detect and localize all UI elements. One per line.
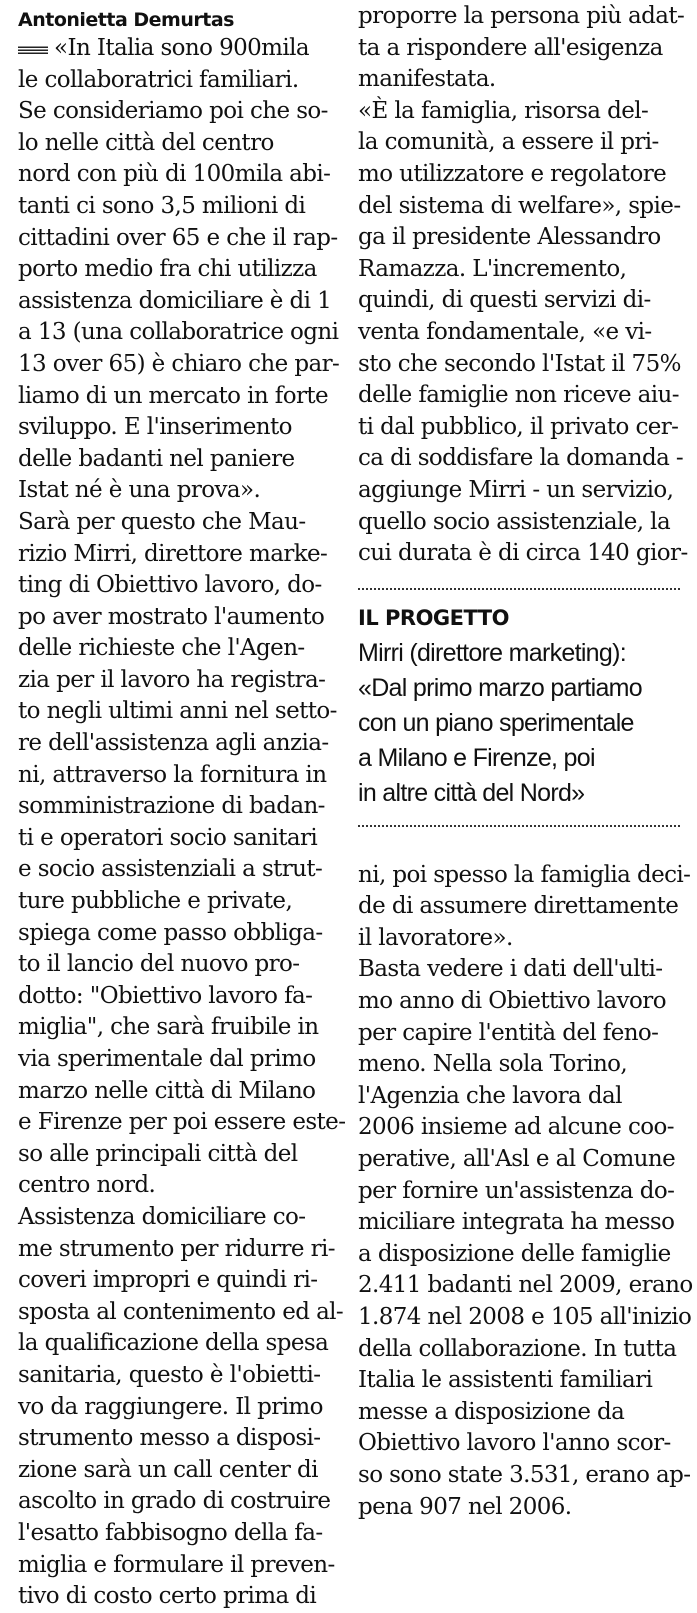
text-line: mo utilizzatore e regolatore bbox=[358, 160, 667, 187]
sidebar-line: con un piano sperimentale bbox=[358, 708, 634, 737]
sidebar-line: «Dal primo marzo partiamo bbox=[358, 673, 642, 702]
text-line: me strumento per ridurre ri- bbox=[18, 1235, 335, 1262]
text-line: cui durata è di circa 140 gior- bbox=[358, 540, 688, 567]
text-line: coveri impropri e quindi ri- bbox=[18, 1267, 318, 1294]
text-line: dotto: "Obiettivo lavoro fa- bbox=[18, 982, 313, 1009]
text-line: quindi, di questi servizi di- bbox=[358, 287, 651, 314]
text-line: del sistema di welfare», spie- bbox=[358, 192, 681, 219]
text-line: miglia e formulare il preven- bbox=[18, 1551, 335, 1578]
text-line: la comunità, a essere il pri- bbox=[358, 129, 659, 156]
text-line: venta fondamentale, «e vi- bbox=[358, 318, 652, 345]
right-column-bottom-text bbox=[358, 860, 693, 1523]
text-line: Obiettivo lavoro l'anno scor- bbox=[358, 1430, 671, 1457]
text-line: zia per il lavoro ha registra- bbox=[18, 666, 326, 693]
text-line: de di assumere direttamente bbox=[358, 893, 679, 920]
text-line: l'Agenzia che lavora dal bbox=[358, 1082, 622, 1109]
text-line: per capire l'entità del feno- bbox=[358, 1019, 659, 1046]
text-line: assistenza domiciliare è di 1 bbox=[18, 287, 332, 314]
text-line: le collaboratrici familiari. bbox=[18, 66, 299, 93]
right-column bbox=[358, 0, 693, 1523]
text-line: strumento messo a disposi- bbox=[18, 1425, 321, 1452]
right-column-top-text bbox=[358, 1, 688, 570]
text-line: quello socio assistenziale, la bbox=[358, 508, 671, 535]
text-line: Assistenza domiciliare co- bbox=[18, 1203, 306, 1230]
text-line: lo nelle città del centro bbox=[18, 129, 274, 156]
text-line: re dell'assistenza agli anzia- bbox=[18, 730, 329, 757]
text-line: 2.411 badanti nel 2009, erano bbox=[358, 1272, 693, 1299]
text-line: ga il presidente Alessandro bbox=[358, 224, 661, 251]
text-line: 1.874 nel 2008 e 105 all'inizio bbox=[358, 1304, 692, 1330]
text-line: 13 over 65) è chiaro che par- bbox=[18, 350, 340, 377]
text-line: 2006 insieme ad alcune coo- bbox=[358, 1114, 674, 1141]
left-column-text bbox=[18, 33, 346, 1613]
text-line: il lavoratore». bbox=[358, 924, 513, 951]
sidebar-line: Mirri (direttore marketing): bbox=[358, 638, 626, 667]
text-line: ascolto in grado di costruire bbox=[18, 1488, 331, 1515]
text-line: po aver mostrato l'aumento bbox=[18, 603, 325, 630]
text-line: delle badanti nel paniere bbox=[18, 445, 295, 472]
text-line: tanti ci sono 3,5 milioni di bbox=[18, 192, 306, 219]
text-line: messe a disposizione da bbox=[358, 1398, 625, 1425]
text-line: tivo di costo certo prima di bbox=[18, 1583, 317, 1610]
text-line: della collaborazione. In tutta bbox=[358, 1335, 677, 1362]
text-line: via sperimentale dal primo bbox=[18, 1046, 316, 1072]
text-line: manifestata. bbox=[358, 66, 496, 93]
text-line: delle richieste che l'Agen- bbox=[18, 635, 305, 662]
text-line: zione sarà un call center di bbox=[18, 1456, 318, 1483]
text-line: rizio Mirri, direttore marke- bbox=[18, 540, 328, 567]
text-line: Istat né è una prova». bbox=[18, 477, 261, 504]
sidebar-box bbox=[358, 602, 680, 811]
text-line: la qualificazione della spesa bbox=[18, 1330, 329, 1357]
section-marker-icon bbox=[18, 45, 48, 54]
sidebar-line: in altre città del Nord» bbox=[358, 778, 585, 807]
text-line: sviluppo. E l'inserimento bbox=[18, 414, 292, 441]
text-line: marzo nelle città di Milano bbox=[18, 1077, 316, 1104]
text-line: Se consideriamo poi che so- bbox=[18, 98, 328, 125]
text-line: mo anno di Obiettivo lavoro bbox=[358, 988, 666, 1015]
left-column bbox=[18, 0, 346, 1613]
text-line: Ramazza. L'incremento, bbox=[358, 255, 627, 282]
text-line: sposta al contenimento ed al- bbox=[18, 1298, 344, 1325]
text-line: miciliare integrata ha messo bbox=[358, 1209, 675, 1236]
sidebar-bottom-divider bbox=[358, 825, 680, 827]
text-line: ting di Obiettivo lavoro, do- bbox=[18, 572, 322, 599]
text-line: nord con più di 100mila abi- bbox=[18, 161, 331, 188]
text-line: somministrazione di badan- bbox=[18, 793, 325, 820]
text-line: ca di soddisfare la domanda - bbox=[358, 445, 684, 472]
text-line: meno. Nella sola Torino, bbox=[358, 1051, 628, 1078]
sidebar-heading: IL PROGETTO bbox=[358, 605, 509, 630]
text-line: ti e operatori socio sanitari bbox=[18, 824, 318, 851]
text-line: sanitaria, questo è l'obietti- bbox=[18, 1361, 321, 1388]
text-line: e Firenze per poi essere este- bbox=[18, 1109, 346, 1136]
text-line: liamo di un mercato in forte bbox=[18, 382, 329, 409]
text-line: e socio assistenziali a strut- bbox=[18, 856, 323, 883]
text-line: Italia le assistenti familiari bbox=[358, 1367, 653, 1394]
text-line: miglia", che sarà fruibile in bbox=[18, 1014, 319, 1041]
byline: Antonietta Demurtas bbox=[18, 9, 234, 31]
text-line: pena 907 nel 2006. bbox=[358, 1493, 572, 1520]
text-line: ni, attraverso la fornitura in bbox=[18, 761, 327, 788]
text-line: porto medio fra chi utilizza bbox=[18, 256, 317, 283]
text-line: sto che secondo l'Istat il 75% bbox=[358, 350, 681, 377]
text-line: aggiunge Mirri - un servizio, bbox=[358, 476, 674, 503]
text-line: so sono state 3.531, erano ap- bbox=[358, 1461, 691, 1488]
sidebar-line: a Milano e Firenze, poi bbox=[358, 743, 595, 772]
text-line: ta a rispondere all'esigenza bbox=[358, 34, 663, 61]
text-line: so alle principali città del bbox=[18, 1140, 298, 1167]
text-line: Basta vedere i dati dell'ulti- bbox=[358, 956, 663, 983]
text-line: «In Italia sono 900mila bbox=[18, 33, 340, 65]
text-line: «È la famiglia, risorsa del- bbox=[358, 97, 649, 124]
text-line: delle famiglie non riceve aiu- bbox=[358, 382, 679, 409]
sidebar-quote bbox=[358, 636, 680, 811]
text-line: ti dal pubblico, il privato cer- bbox=[358, 413, 679, 440]
text-line: ture pubbliche e private, bbox=[18, 888, 293, 915]
text-line: to il lancio del nuovo pro- bbox=[18, 951, 300, 978]
text-line: Sarà per questo che Mau- bbox=[18, 508, 306, 535]
text-line: cittadini over 65 e che il rap- bbox=[18, 224, 338, 251]
text-line: to negli ultimi anni nel setto- bbox=[18, 698, 337, 725]
sidebar-top-divider bbox=[358, 588, 680, 590]
text-line: l'esatto fabbisogno della fa- bbox=[18, 1519, 323, 1546]
text-line: per fornire un'assistenza do- bbox=[358, 1177, 675, 1204]
text-line: spiega come passo obbliga- bbox=[18, 919, 323, 946]
text-line: proporre la persona più adat- bbox=[358, 3, 685, 29]
text-line: a 13 (una collaboratrice ogni bbox=[18, 319, 339, 346]
text-line: perative, all'Asl e al Comune bbox=[358, 1146, 676, 1173]
text-line: ni, poi spesso la famiglia deci- bbox=[358, 861, 691, 888]
text-line: vo da raggiungere. Il primo bbox=[18, 1393, 323, 1420]
text-line: centro nord. bbox=[18, 1172, 156, 1199]
text-line: a disposizione delle famiglie bbox=[358, 1240, 671, 1267]
